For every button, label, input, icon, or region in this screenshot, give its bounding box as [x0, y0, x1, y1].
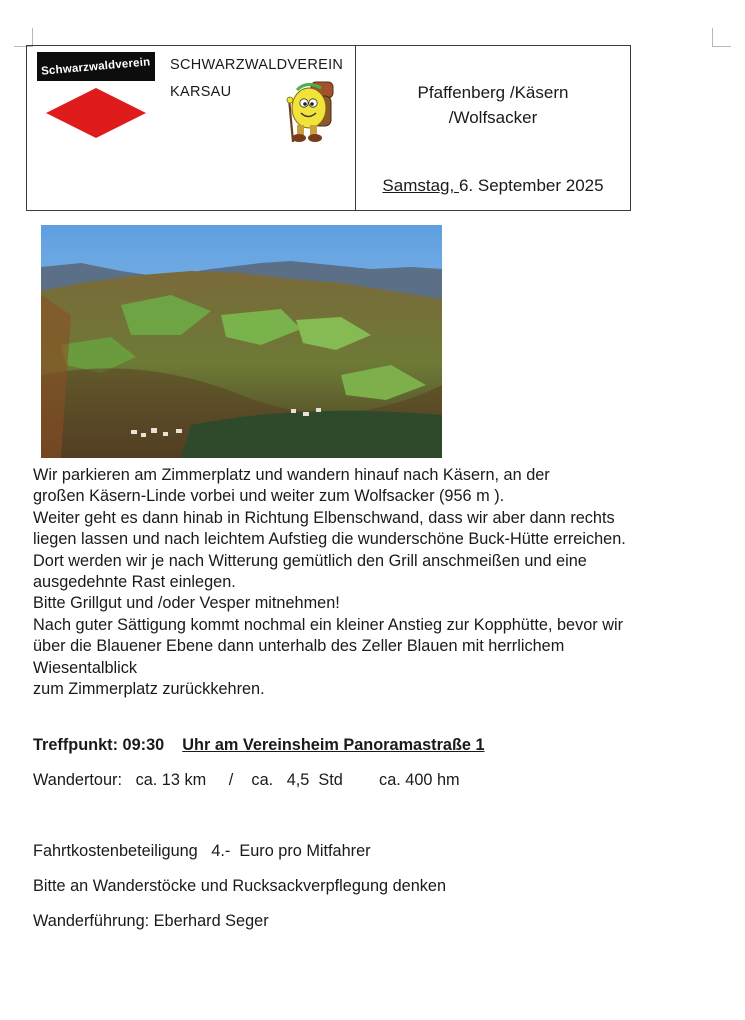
- description-line: Bitte Grillgut und /oder Vesper mitnehmen!: [33, 594, 340, 613]
- hike-date-weekday: Samstag,: [382, 176, 459, 195]
- cost-amount: 4.- Euro pro Mitfahrer: [211, 842, 371, 860]
- gear-reminder: Bitte an Wanderstöcke und Rucksackverpflegung denken: [33, 877, 447, 895]
- meeting-place: Uhr am Vereinsheim Panoramastraße 1: [182, 736, 485, 754]
- org-name-line1: SCHWARZWALDVEREIN: [170, 57, 344, 73]
- hiker-mascot-icon: [277, 78, 339, 148]
- org-name-line2: KARSAU: [170, 84, 232, 100]
- tour-label: Wandertour:: [33, 771, 122, 789]
- landscape-photo: [41, 225, 442, 458]
- cost-label: Fahrtkostenbeteiligung: [33, 842, 198, 860]
- hike-description: [33, 465, 723, 700]
- description-line: liegen lassen und nach leichtem Aufstieg die wunderschöne Buck-Hütte erreichen.: [33, 530, 626, 549]
- hike-title-line1: Pfaffenberg /Käsern: [417, 83, 569, 102]
- hike-title: [356, 80, 630, 130]
- hike-date: [356, 176, 630, 196]
- hike-leader: Wanderführung: Eberhard Seger: [33, 912, 269, 930]
- description-line: Wir parkieren am Zimmerplatz und wandern hinauf nach Käsern, an der: [33, 466, 550, 484]
- description-line: über die Blauener Ebene dann unterhalb des Zeller Blauen mit herrlichem: [33, 637, 565, 656]
- schwarzwaldverein-logo: [37, 52, 155, 81]
- tour-elevation: ca. 400 hm: [379, 771, 460, 789]
- header-title-cell: [356, 46, 630, 210]
- tour-distance: ca. 13 km: [135, 771, 207, 789]
- description-line: zum Zimmerplatz zurückkehren.: [33, 680, 265, 699]
- logo-text: Schwarzwaldverein: [40, 55, 152, 78]
- description-line: Wiesentalblick: [33, 658, 138, 677]
- description-line: Weiter geht es dann hinab in Richtung Elbenschwand, dass wir aber dann rechts: [33, 508, 615, 527]
- tour-duration: ca. 4,5 Std: [251, 771, 343, 789]
- red-diamond-emblem: [46, 88, 146, 138]
- tour-separator: /: [228, 771, 234, 789]
- page-corner-mark-right: [712, 28, 731, 47]
- travel-cost: [33, 842, 371, 861]
- meeting-point: [33, 736, 485, 755]
- tour-info: [33, 771, 460, 790]
- header-table: [26, 45, 631, 211]
- meeting-label: Treffpunkt: 09:30: [33, 736, 165, 754]
- hike-title-line2: /Wolfsacker: [448, 108, 538, 127]
- description-line: Nach guter Sättigung kommt nochmal ein kleiner Anstieg zur Kopphütte, bevor wir: [33, 615, 624, 634]
- description-line: Dort werden wir je nach Witterung gemütlich den Grill anschmeißen und eine: [33, 551, 587, 570]
- header-logo-cell: [27, 46, 356, 210]
- hike-date-day: 6. September 2025: [458, 176, 604, 195]
- description-line: ausgedehnte Rast einlegen.: [33, 573, 236, 592]
- description-line: großen Käsern-Linde vorbei und weiter zum Wolfsacker (956 m ).: [33, 487, 505, 506]
